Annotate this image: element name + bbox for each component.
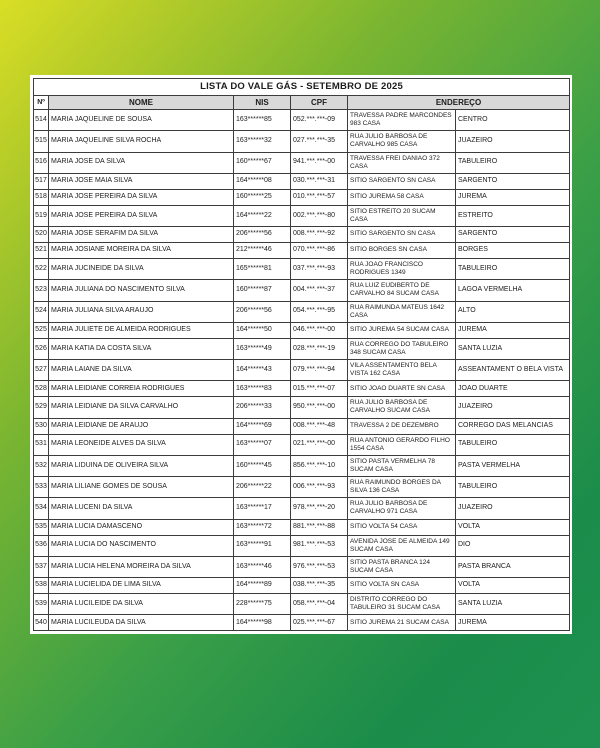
table-row — [34, 455, 570, 476]
name-cell: MARIA LEIDIANE DA SILVA CARVALHO — [49, 397, 234, 418]
cpf-cell: 028.***.***-19 — [291, 338, 348, 359]
table-row — [34, 360, 570, 381]
address-cell: TRAVESSA 2 DE DEZEMBRO — [348, 418, 456, 434]
nis-cell: 163******85 — [234, 110, 291, 131]
header-row — [34, 96, 570, 110]
district-cell: DIO — [456, 535, 570, 556]
nis-cell: 164******89 — [234, 578, 291, 594]
nis-cell: 163******46 — [234, 556, 291, 577]
cpf-cell: 052.***.***-09 — [291, 110, 348, 131]
address-cell: RUA RAIMUNDO BORGES DA SILVA 136 CASA — [348, 477, 456, 498]
row-number: 522 — [34, 259, 49, 280]
nis-cell: 212******46 — [234, 243, 291, 259]
row-number: 538 — [34, 578, 49, 594]
name-cell: MARIA JULIANA DO NASCIMENTO SILVA — [49, 280, 234, 301]
table-row — [34, 498, 570, 519]
nis-cell: 160******67 — [234, 152, 291, 173]
table-row — [34, 259, 570, 280]
district-cell: LAGOA VERMELHA — [456, 280, 570, 301]
address-cell: SITIO JUREMA 58 CASA — [348, 189, 456, 205]
row-number: 532 — [34, 455, 49, 476]
nis-cell: 163******83 — [234, 381, 291, 397]
cpf-cell: 038.***.***-35 — [291, 578, 348, 594]
cpf-cell: 025.***.***-67 — [291, 615, 348, 631]
column-header-nis: NIS — [234, 96, 291, 110]
nis-cell: 160******25 — [234, 189, 291, 205]
address-cell: TRAVESSA FREI DANIAO 372 CASA — [348, 152, 456, 173]
address-cell: SITIO PASTA VERMELHA 78 SUCAM CASA — [348, 455, 456, 476]
name-cell: MARIA LIDUINA DE OLIVEIRA SILVA — [49, 455, 234, 476]
nis-cell: 206******33 — [234, 397, 291, 418]
address-cell: VILA ASSENTAMENTO BELA VISTA 162 CASA — [348, 360, 456, 381]
vale-gas-table — [33, 78, 570, 631]
address-cell: RUA RAIMUNDA MATEUS 1642 CASA — [348, 301, 456, 322]
nis-cell: 163******49 — [234, 338, 291, 359]
column-header-nome: NOME — [49, 96, 234, 110]
table-row — [34, 280, 570, 301]
district-cell: JUAZEIRO — [456, 498, 570, 519]
cpf-cell: 950.***.***-00 — [291, 397, 348, 418]
table-row — [34, 477, 570, 498]
row-number: 528 — [34, 381, 49, 397]
address-cell: SITIO PASTA BRANCA 124 SUCAM CASA — [348, 556, 456, 577]
title-row — [34, 79, 570, 96]
document-sheet — [30, 75, 572, 634]
row-number: 527 — [34, 360, 49, 381]
name-cell: MARIA JOSE MAIA SILVA — [49, 173, 234, 189]
table-row — [34, 434, 570, 455]
name-cell: MARIA LEONEIDE ALVES DA SILVA — [49, 434, 234, 455]
row-number: 525 — [34, 322, 49, 338]
row-number: 537 — [34, 556, 49, 577]
name-cell: MARIA LUCIA DAMASCENO — [49, 519, 234, 535]
row-number: 517 — [34, 173, 49, 189]
nis-cell: 164******98 — [234, 615, 291, 631]
row-number: 519 — [34, 205, 49, 226]
cpf-cell: 079.***.***-94 — [291, 360, 348, 381]
nis-cell: 164******50 — [234, 322, 291, 338]
row-number: 534 — [34, 498, 49, 519]
district-cell: SANTA LUZIA — [456, 594, 570, 615]
table-row — [34, 322, 570, 338]
cpf-cell: 976.***.***-53 — [291, 556, 348, 577]
district-cell: JUAZEIRO — [456, 397, 570, 418]
table-row — [34, 152, 570, 173]
cpf-cell: 015.***.***-07 — [291, 381, 348, 397]
table-row — [34, 381, 570, 397]
name-cell: MARIA LUCIA HELENA MOREIRA DA SILVA — [49, 556, 234, 577]
nis-cell: 163******32 — [234, 131, 291, 152]
row-number: 514 — [34, 110, 49, 131]
name-cell: MARIA JOSE PEREIRA DA SILVA — [49, 205, 234, 226]
table-row — [34, 173, 570, 189]
name-cell: MARIA LUCIA DO NASCIMENTO — [49, 535, 234, 556]
district-cell: JUREMA — [456, 615, 570, 631]
cpf-cell: 058.***.***-04 — [291, 594, 348, 615]
table-body — [34, 110, 570, 631]
nis-cell: 160******45 — [234, 455, 291, 476]
row-number: 540 — [34, 615, 49, 631]
address-cell: RUA JULIO BARBOSA DE CARVALHO 971 CASA — [348, 498, 456, 519]
address-cell: RUA JULIO BARBOSA DE CARVALHO SUCAM CASA — [348, 397, 456, 418]
cpf-cell: 881.***.***-88 — [291, 519, 348, 535]
name-cell: MARIA JAQUELINE DE SOUSA — [49, 110, 234, 131]
address-cell: SITIO SARGENTO SN CASA — [348, 173, 456, 189]
nis-cell: 206******56 — [234, 301, 291, 322]
name-cell: MARIA LUCILEIDE DA SILVA — [49, 594, 234, 615]
address-cell: TRAVESSA PADRE MARCONDES 983 CASA — [348, 110, 456, 131]
table-row — [34, 615, 570, 631]
cpf-cell: 070.***.***-86 — [291, 243, 348, 259]
name-cell: MARIA JAQUELINE SILVA ROCHA — [49, 131, 234, 152]
address-cell: RUA ANTONIO GERARDO FILHO 1554 CASA — [348, 434, 456, 455]
row-number: 523 — [34, 280, 49, 301]
name-cell: MARIA JUCINEIDE DA SILVA — [49, 259, 234, 280]
cpf-cell: 941.***.***-00 — [291, 152, 348, 173]
column-header-cpf: CPF — [291, 96, 348, 110]
name-cell: MARIA LEIDIANE DE ARAUJO — [49, 418, 234, 434]
cpf-cell: 021.***.***-00 — [291, 434, 348, 455]
district-cell: JUREMA — [456, 322, 570, 338]
table-row — [34, 519, 570, 535]
row-number: 529 — [34, 397, 49, 418]
cpf-cell: 046.***.***-00 — [291, 322, 348, 338]
nis-cell: 163******72 — [234, 519, 291, 535]
table-row — [34, 189, 570, 205]
cpf-cell: 004.***.***-37 — [291, 280, 348, 301]
table-row — [34, 578, 570, 594]
name-cell: MARIA LUCILEUDA DA SILVA — [49, 615, 234, 631]
name-cell: MARIA LUCENI DA SILVA — [49, 498, 234, 519]
name-cell: MARIA LUCIELIDA DE LIMA SILVA — [49, 578, 234, 594]
table-row — [34, 338, 570, 359]
nis-cell: 164******22 — [234, 205, 291, 226]
row-number: 533 — [34, 477, 49, 498]
nis-cell: 163******07 — [234, 434, 291, 455]
address-cell: SITIO JOAO DUARTE SN CASA — [348, 381, 456, 397]
row-number: 521 — [34, 243, 49, 259]
row-number: 535 — [34, 519, 49, 535]
table-row — [34, 418, 570, 434]
row-number: 516 — [34, 152, 49, 173]
address-cell: RUA LUIZ EUDIBERTO DE CARVALHO 84 SUCAM CASA — [348, 280, 456, 301]
district-cell: ALTO — [456, 301, 570, 322]
district-cell: ESTREITO — [456, 205, 570, 226]
district-cell: PASTA VERMELHA — [456, 455, 570, 476]
address-cell: RUA CORREGO DO TABULEIRO 348 SUCAM CASA — [348, 338, 456, 359]
name-cell: MARIA LEIDIANE CORREIA RODRIGUES — [49, 381, 234, 397]
nis-cell: 206******56 — [234, 227, 291, 243]
cpf-cell: 002.***.***-80 — [291, 205, 348, 226]
nis-cell: 163******17 — [234, 498, 291, 519]
address-cell: SITIO ESTREITO 20 SUCAM CASA — [348, 205, 456, 226]
district-cell: CENTRO — [456, 110, 570, 131]
name-cell: MARIA JOSE PEREIRA DA SILVA — [49, 189, 234, 205]
table-row — [34, 594, 570, 615]
district-cell: TABULEIRO — [456, 152, 570, 173]
district-cell: VOLTA — [456, 519, 570, 535]
name-cell: MARIA LILIANE GOMES DE SOUSA — [49, 477, 234, 498]
row-number: 526 — [34, 338, 49, 359]
nis-cell: 165******81 — [234, 259, 291, 280]
district-cell: JOAO DUARTE — [456, 381, 570, 397]
address-cell: SITIO JUREMA 54 SUCAM CASA — [348, 322, 456, 338]
table-row — [34, 243, 570, 259]
district-cell: JUREMA — [456, 189, 570, 205]
nis-cell: 164******43 — [234, 360, 291, 381]
table-row — [34, 227, 570, 243]
cpf-cell: 037.***.***-93 — [291, 259, 348, 280]
nis-cell: 163******91 — [234, 535, 291, 556]
cpf-cell: 008.***.***-92 — [291, 227, 348, 243]
page-title: LISTA DO VALE GÁS - SETEMBRO DE 2025 — [34, 79, 570, 96]
nis-cell: 228******75 — [234, 594, 291, 615]
column-header-endereco: ENDEREÇO — [348, 96, 570, 110]
table-row — [34, 556, 570, 577]
cpf-cell: 054.***.***-95 — [291, 301, 348, 322]
nis-cell: 164******08 — [234, 173, 291, 189]
district-cell: TABULEIRO — [456, 259, 570, 280]
name-cell: MARIA KATIA DA COSTA SILVA — [49, 338, 234, 359]
row-number: 524 — [34, 301, 49, 322]
row-number: 515 — [34, 131, 49, 152]
table-row — [34, 131, 570, 152]
table-row — [34, 301, 570, 322]
table-row — [34, 397, 570, 418]
row-number: 518 — [34, 189, 49, 205]
cpf-cell: 027.***.***-35 — [291, 131, 348, 152]
column-header-no: Nº — [34, 96, 49, 110]
district-cell: ASSEANTAMENT O BELA VISTA — [456, 360, 570, 381]
nis-cell: 160******87 — [234, 280, 291, 301]
table-row — [34, 205, 570, 226]
address-cell: DISTRITO CORREGO DO TABULEIRO 31 SUCAM CASA — [348, 594, 456, 615]
name-cell: MARIA JULIETE DE ALMEIDA RODRIGUES — [49, 322, 234, 338]
cpf-cell: 010.***.***-57 — [291, 189, 348, 205]
name-cell: MARIA JOSIANE MOREIRA DA SILVA — [49, 243, 234, 259]
table-row — [34, 535, 570, 556]
district-cell: TABULEIRO — [456, 434, 570, 455]
cpf-cell: 008.***.***-48 — [291, 418, 348, 434]
address-cell: SITIO VOLTA SN CASA — [348, 578, 456, 594]
row-number: 530 — [34, 418, 49, 434]
district-cell: VOLTA — [456, 578, 570, 594]
row-number: 536 — [34, 535, 49, 556]
name-cell: MARIA JULIANA SILVA ARAUJO — [49, 301, 234, 322]
table-row — [34, 110, 570, 131]
district-cell: SANTA LUZIA — [456, 338, 570, 359]
name-cell: MARIA JOSE SERAFIM DA SILVA — [49, 227, 234, 243]
address-cell: SITIO SARGENTO SN CASA — [348, 227, 456, 243]
district-cell: SARGENTO — [456, 227, 570, 243]
address-cell: RUA JOAO FRANCISCO RODRIGUES 1349 — [348, 259, 456, 280]
cpf-cell: 978.***.***-20 — [291, 498, 348, 519]
cpf-cell: 030.***.***-31 — [291, 173, 348, 189]
district-cell: TABULEIRO — [456, 477, 570, 498]
cpf-cell: 981.***.***-53 — [291, 535, 348, 556]
district-cell: SARGENTO — [456, 173, 570, 189]
name-cell: MARIA LAIANE DA SILVA — [49, 360, 234, 381]
cpf-cell: 006.***.***-93 — [291, 477, 348, 498]
cpf-cell: 856.***.***-10 — [291, 455, 348, 476]
row-number: 520 — [34, 227, 49, 243]
nis-cell: 164******69 — [234, 418, 291, 434]
district-cell: JUAZEIRO — [456, 131, 570, 152]
name-cell: MARIA JOSE DA SILVA — [49, 152, 234, 173]
address-cell: RUA JULIO BARBOSA DE CARVALHO 985 CASA — [348, 131, 456, 152]
district-cell: PASTA BRANCA — [456, 556, 570, 577]
district-cell: BORGES — [456, 243, 570, 259]
address-cell: SITIO VOLTA 54 CASA — [348, 519, 456, 535]
row-number: 539 — [34, 594, 49, 615]
nis-cell: 206******22 — [234, 477, 291, 498]
row-number: 531 — [34, 434, 49, 455]
address-cell: SITIO BORGES SN CASA — [348, 243, 456, 259]
district-cell: CORREGO DAS MELANCIAS — [456, 418, 570, 434]
address-cell: AVENIDA JOSE DE ALMEIDA 149 SUCAM CASA — [348, 535, 456, 556]
address-cell: SITIO JUREMA 21 SUCAM CASA — [348, 615, 456, 631]
